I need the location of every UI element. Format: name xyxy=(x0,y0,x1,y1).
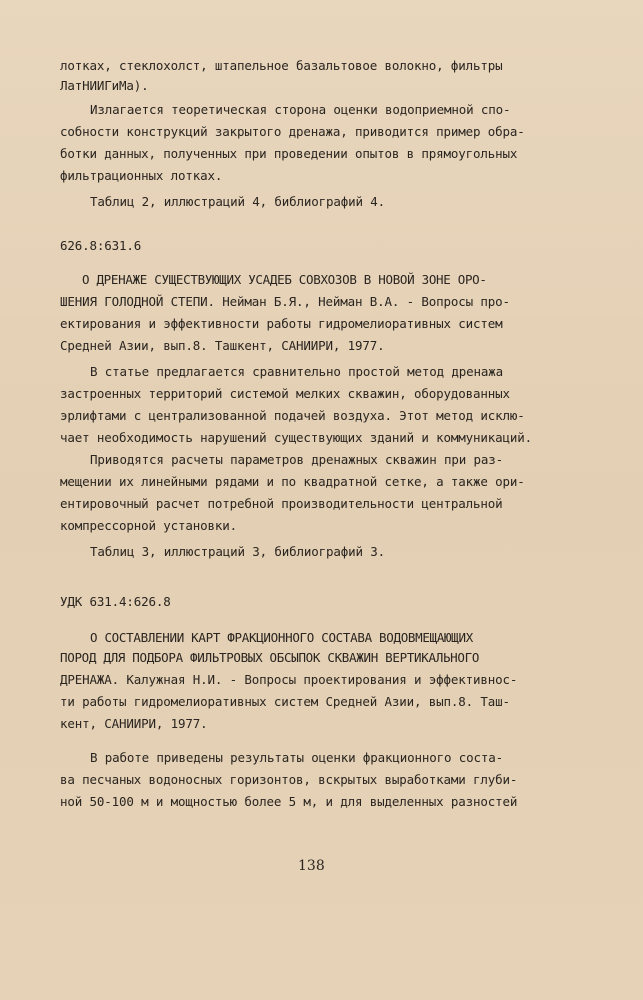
text-line: ДРЕНАЖА. Калужная Н.И. - Вопросы проектирования и эффективнос- xyxy=(60,672,518,687)
text-line: ботки данных, полученных при проведении опытов в прямоугольных xyxy=(60,146,518,161)
text-line: ектирования и эффективности работы гидромелиоративных систем xyxy=(60,316,503,331)
text-line: Излагается теоретическая сторона оценки водоприемной спо- xyxy=(90,102,511,117)
udc-code: УДК 631.4:626.8 xyxy=(60,594,171,609)
text-line: В статье предлагается сравнительно простой метод дренажа xyxy=(90,364,504,379)
text-line: ЛатНИИГиМа). xyxy=(60,78,149,93)
text-line: фильтрационных лотках. xyxy=(60,168,223,183)
text-line: ПОРОД ДЛЯ ПОДБОРА ФИЛЬТРОВЫХ ОБСЫПОК СКВАЖИН ВЕРТИКАЛЬНОГО xyxy=(60,650,480,665)
text-line: мещении их линейными рядами и по квадратной сетке, а также ори- xyxy=(60,474,525,489)
text-line: О ДРЕНАЖЕ СУЩЕСТВУЮЩИХ УСАДЕБ СОВХОЗОВ В НОВОЙ ЗОНЕ ОРО- xyxy=(82,272,487,287)
text-line: кент, САНИИРИ, 1977. xyxy=(60,716,208,731)
text-line: ной 50-100 м и мощностью более 5 м, и для выделенных разностей xyxy=(60,794,518,809)
text-line: чает необходимость нарушений существующих зданий и коммуникаций. xyxy=(60,430,533,445)
text-line: собности конструкций закрытого дренажа, приводится пример обра- xyxy=(60,124,525,139)
text-line: О СОСТАВЛЕНИИ КАРТ ФРАКЦИОННОГО СОСТАВА ВОДОВМЕЩАЮЩИХ xyxy=(90,630,473,645)
text-line: эрлифтами с централизованной подачей воздуха. Этот метод исклю- xyxy=(60,408,525,423)
text-line: ШЕНИЯ ГОЛОДНОЙ СТЕПИ. Нейман Б.Я., Нейман В.А. - Вопросы про- xyxy=(60,294,510,309)
text-line: ва песчаных водоносных горизонтов, вскрытых выработками глуби- xyxy=(60,772,518,787)
text-line: компрессорной установки. xyxy=(60,518,238,533)
text-line: ентировочный расчет потребной производительности центральной xyxy=(60,496,503,511)
text-line: Средней Азии, вып.8. Ташкент, САНИИРИ, 1977. xyxy=(60,338,385,353)
text-line: Таблиц 2, иллюстраций 4, библиографий 4. xyxy=(90,194,386,209)
text-line: В работе приведены результаты оценки фракционного соста- xyxy=(90,750,504,765)
text-line: Таблиц 3, иллюстраций 3, библиографий 3. xyxy=(90,544,386,559)
text-line: ти работы гидромелиоративных систем Средней Азии, вып.8. Таш- xyxy=(60,694,510,709)
text-line: лотках, стеклохолст, штапельное базальтовое волокно, фильтры xyxy=(60,58,503,73)
text-line: застроенных территорий системой мелких скважин, оборудованных xyxy=(60,386,510,401)
page-number: 138 xyxy=(298,858,325,874)
text-line: Приводятся расчеты параметров дренажных скважин при раз- xyxy=(90,452,504,467)
udc-code: 626.8:631.6 xyxy=(60,238,142,253)
